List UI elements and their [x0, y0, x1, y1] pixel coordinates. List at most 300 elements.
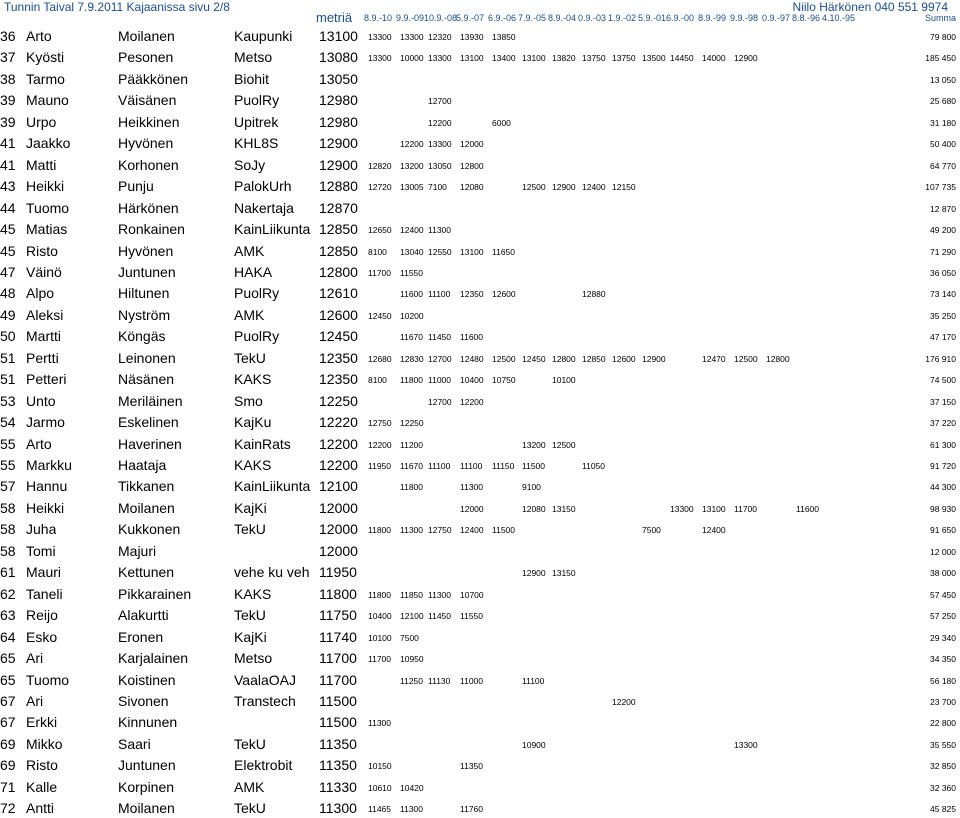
result-cell: 11300 — [368, 718, 392, 729]
first-name-cell: Ari — [26, 650, 44, 667]
points-cell: 12200 — [319, 435, 358, 452]
result-cell: 13850 — [492, 32, 516, 42]
table-row — [0, 584, 960, 604]
table-row — [0, 155, 960, 175]
last-name-cell: Leinonen — [118, 349, 176, 366]
page-header — [0, 0, 960, 26]
table-row — [0, 670, 960, 690]
points-cell: 12800 — [319, 263, 358, 280]
result-cell: 7100 — [428, 182, 447, 193]
result-cell: 13750 — [612, 53, 636, 64]
result-cell: 12550 — [428, 246, 452, 257]
table-row — [0, 26, 960, 46]
first-name-cell: Taneli — [26, 585, 63, 602]
club-cell: KAKS — [234, 585, 272, 602]
result-cell: 12700 — [428, 396, 452, 407]
last-name-cell: Koistinen — [118, 671, 176, 688]
last-name-cell: Ronkainen — [118, 221, 185, 238]
points-cell: 13050 — [319, 70, 358, 87]
result-cell: 13100 — [460, 53, 484, 64]
club-cell: KainRats — [234, 435, 291, 452]
club-cell: PuolRy — [234, 92, 280, 109]
last-name-cell: Härkönen — [118, 199, 179, 216]
rank-cell: 57 — [0, 478, 16, 495]
club-cell: Kaupunki — [234, 28, 293, 44]
result-cell: 11600 — [400, 289, 424, 300]
result-cell: 11800 — [400, 482, 424, 493]
club-cell: AMK — [234, 778, 265, 795]
header-date-col: 8.9.-99 — [698, 13, 727, 23]
table-row — [0, 133, 960, 153]
points-cell: 11500 — [319, 692, 357, 709]
header-date-col: 1.9.-02 — [608, 13, 637, 23]
club-cell: HAKA — [234, 263, 273, 280]
first-name-cell: Tuomo — [26, 671, 70, 688]
result-cell: 12820 — [368, 160, 392, 171]
last-name-cell: Pääkkönen — [118, 70, 189, 87]
club-cell: KajKu — [234, 414, 272, 431]
sum-cell: 31 180 — [930, 117, 956, 128]
result-cell: 12800 — [766, 353, 790, 364]
result-cell: 12200 — [460, 396, 484, 407]
result-cell: 14000 — [702, 53, 726, 64]
table-row — [0, 369, 960, 389]
table-row — [0, 219, 960, 239]
result-cell: 12720 — [368, 182, 392, 193]
result-cell: 12600 — [612, 353, 636, 364]
points-cell: 11500 — [319, 714, 357, 731]
header-date-col: 0.9.-03 — [578, 13, 607, 23]
table-row — [0, 412, 960, 432]
result-cell: 13300 — [670, 503, 694, 514]
first-name-cell: Erkki — [26, 714, 58, 731]
points-cell: 12980 — [319, 92, 358, 109]
points-cell: 12200 — [319, 457, 358, 473]
rank-cell: 53 — [0, 392, 16, 409]
last-name-cell: Moilanen — [118, 800, 175, 817]
first-name-cell: Heikki — [26, 178, 65, 195]
sum-cell: 23 700 — [930, 696, 956, 707]
last-name-cell: Punju — [118, 178, 154, 195]
result-cell: 12900 — [522, 568, 546, 579]
table-row — [0, 176, 960, 196]
last-name-cell: Korpinen — [118, 778, 175, 795]
last-name-cell: Näsänen — [118, 371, 175, 388]
sum-cell: 34 350 — [930, 654, 956, 665]
table-row — [0, 648, 960, 668]
result-cell: 12350 — [460, 289, 484, 300]
result-cell: 12900 — [552, 182, 576, 193]
last-name-cell: Juntunen — [118, 263, 176, 280]
points-cell: 12000 — [319, 499, 358, 516]
club-cell: vehe ku veh — [234, 564, 310, 581]
result-cell: 12600 — [492, 289, 516, 300]
club-cell: Smo — [234, 392, 263, 409]
last-name-cell: Hyvönen — [118, 135, 174, 152]
first-name-cell: Pertti — [26, 349, 59, 366]
result-cell: 11550 — [400, 267, 424, 278]
rank-cell: 72 — [0, 800, 16, 817]
result-cell: 10900 — [522, 739, 546, 750]
result-cell: 12680 — [368, 353, 392, 364]
points-cell: 12850 — [319, 221, 358, 238]
last-name-cell: Hyvönen — [118, 242, 174, 259]
sum-cell: 38 000 — [930, 568, 956, 579]
first-name-cell: Väinö — [26, 263, 62, 280]
first-name-cell: Esko — [26, 628, 58, 645]
table-row — [0, 777, 960, 797]
first-name-cell: Matias — [26, 221, 68, 238]
result-cell: 11800 — [368, 525, 392, 536]
club-cell: PalokUrh — [234, 178, 292, 195]
first-name-cell: Kyösti — [26, 49, 65, 66]
result-cell: 12500 — [552, 439, 576, 450]
club-cell: TekU — [234, 735, 266, 752]
result-cell: 10420 — [400, 782, 424, 793]
rank-cell: 55 — [0, 435, 16, 452]
last-name-cell: Heikkinen — [118, 113, 180, 130]
sum-cell: 50 400 — [930, 139, 956, 150]
last-name-cell: Kinnunen — [118, 714, 178, 731]
club-cell: PuolRy — [234, 285, 280, 302]
club-cell: Metso — [234, 49, 273, 66]
last-name-cell: Meriläinen — [118, 392, 183, 409]
result-cell: 11100 — [428, 289, 451, 300]
sum-cell: 71 290 — [930, 246, 956, 257]
result-cell: 13040 — [400, 246, 424, 257]
sum-cell: 185 450 — [925, 53, 956, 64]
rank-cell: 67 — [0, 714, 16, 731]
first-name-cell: Mauno — [26, 92, 69, 109]
points-cell: 12220 — [319, 414, 358, 431]
rank-cell: 36 — [0, 28, 16, 44]
sum-cell: 74 500 — [930, 375, 956, 386]
club-cell: TekU — [234, 521, 266, 538]
rank-cell: 51 — [0, 349, 16, 366]
header-date-col: 6.9.-06 — [488, 13, 517, 23]
result-cell: 11130 — [428, 675, 451, 686]
header-date-col: 8.9.-10 — [364, 13, 393, 23]
rank-cell: 69 — [0, 735, 16, 752]
table-row — [0, 47, 960, 67]
club-cell: KajKi — [234, 628, 267, 645]
result-cell: 8100 — [368, 375, 387, 386]
points-cell: 13080 — [319, 49, 358, 66]
table-row — [0, 305, 960, 325]
rank-cell: 55 — [0, 457, 16, 473]
table-row — [0, 562, 960, 582]
table-row — [0, 198, 960, 218]
result-cell: 11550 — [460, 611, 484, 622]
result-cell: 12500 — [522, 182, 546, 193]
club-cell: AMK — [234, 306, 265, 323]
first-name-cell: Aleksi — [26, 306, 64, 323]
table-row — [0, 391, 960, 411]
first-name-cell: Martti — [26, 328, 61, 345]
table-row — [0, 734, 960, 754]
first-name-cell: Risto — [26, 242, 58, 259]
first-name-cell: Tomi — [26, 542, 56, 559]
first-name-cell: Reijo — [26, 607, 58, 624]
result-cell: 11450 — [428, 332, 452, 343]
result-cell: 12900 — [642, 353, 666, 364]
points-cell: 12600 — [319, 306, 358, 323]
header-date-col: 4.10.-95 — [822, 13, 856, 23]
table-row — [0, 434, 960, 454]
first-name-cell: Arto — [26, 28, 52, 44]
club-cell: TekU — [234, 800, 266, 817]
club-cell: AMK — [234, 242, 265, 259]
first-name-cell: Mauri — [26, 564, 62, 581]
sum-cell: 12 000 — [930, 546, 956, 557]
table-row — [0, 326, 960, 346]
first-name-cell: Hannu — [26, 478, 68, 495]
result-cell: 13820 — [552, 53, 576, 64]
sum-cell: 61 300 — [930, 439, 956, 450]
header-date-col: 9.9.-09 — [396, 13, 425, 23]
points-cell: 11700 — [319, 671, 357, 688]
sum-cell: 47 170 — [930, 332, 956, 343]
sum-cell: 91 650 — [930, 525, 956, 536]
last-name-cell: Majuri — [118, 542, 157, 559]
result-cell: 12700 — [428, 353, 452, 364]
result-cell: 10400 — [368, 611, 392, 622]
points-cell: 12850 — [319, 242, 358, 259]
header-contact: Niilo Härkönen 040 551 9974 — [792, 0, 948, 14]
table-row — [0, 627, 960, 647]
club-cell: KajKi — [234, 499, 267, 516]
result-cell: 11800 — [368, 589, 392, 600]
first-name-cell: Kalle — [26, 778, 58, 795]
sum-cell: 45 825 — [930, 804, 956, 815]
table-row — [0, 476, 960, 496]
result-cell: 11850 — [400, 589, 424, 600]
first-name-cell: Arto — [26, 435, 52, 452]
result-cell: 12850 — [582, 353, 606, 364]
rank-cell: 69 — [0, 757, 16, 774]
last-name-cell: Pesonen — [118, 49, 174, 66]
sum-cell: 36 050 — [930, 267, 956, 278]
points-cell: 12350 — [319, 371, 358, 388]
result-cell: 11465 — [368, 804, 392, 815]
result-cell: 12450 — [522, 353, 546, 364]
rank-cell: 67 — [0, 692, 16, 709]
last-name-cell: Eskelinen — [118, 414, 179, 431]
result-cell: 12320 — [428, 32, 452, 42]
first-name-cell: Juha — [26, 521, 57, 538]
result-cell: 13100 — [460, 246, 484, 257]
result-cell: 11670 — [400, 332, 424, 343]
sum-cell: 91 720 — [930, 461, 956, 471]
result-cell: 12400 — [460, 525, 484, 536]
result-cell: 12500 — [492, 353, 516, 364]
points-cell: 11950 — [319, 564, 357, 581]
first-name-cell: Jaakko — [26, 135, 71, 152]
rank-cell: 39 — [0, 92, 16, 109]
result-cell: 10950 — [400, 654, 424, 665]
last-name-cell: Sivonen — [118, 692, 169, 709]
result-cell: 10610 — [368, 782, 392, 793]
points-cell: 12000 — [319, 521, 358, 538]
points-cell: 11700 — [319, 650, 357, 667]
last-name-cell: Hiltunen — [118, 285, 170, 302]
result-cell: 11000 — [460, 675, 484, 686]
result-cell: 11250 — [400, 675, 424, 686]
first-name-cell: Heikki — [26, 499, 65, 516]
points-cell: 12900 — [319, 156, 358, 173]
club-cell: KHL8S — [234, 135, 279, 152]
result-cell: 12200 — [612, 696, 636, 707]
table-row — [0, 605, 960, 625]
table-row — [0, 798, 960, 818]
rank-cell: 48 — [0, 285, 16, 302]
last-name-cell: Korhonen — [118, 156, 179, 173]
first-name-cell: Urpo — [26, 113, 57, 130]
header-date-col: 6.9.-00 — [666, 13, 695, 23]
rank-cell: 58 — [0, 521, 16, 538]
rank-cell: 62 — [0, 585, 16, 602]
result-cell: 12080 — [460, 182, 484, 193]
points-cell: 11750 — [319, 607, 357, 624]
rank-cell: 45 — [0, 221, 16, 238]
rank-cell: 41 — [0, 156, 16, 173]
points-cell: 12900 — [319, 135, 358, 152]
header-summa: Summa — [924, 13, 956, 23]
result-cell: 11700 — [368, 267, 392, 278]
first-name-cell: Risto — [26, 757, 58, 774]
result-cell: 13200 — [522, 439, 546, 450]
club-cell: KAKS — [234, 457, 272, 473]
club-cell: Nakertaja — [234, 199, 294, 216]
result-cell: 11150 — [492, 461, 515, 471]
header-title: Tunnin Taival 7.9.2011 Kajaanissa sivu 2/8 — [4, 0, 230, 14]
sum-cell: 25 680 — [930, 96, 956, 107]
result-cell: 11100 — [460, 461, 483, 471]
result-cell: 13100 — [522, 53, 546, 64]
points-cell: 11300 — [319, 800, 357, 817]
last-name-cell: Köngäs — [118, 328, 166, 345]
table-row — [0, 283, 960, 303]
first-name-cell: Mikko — [26, 735, 63, 752]
points-cell: 12100 — [319, 478, 358, 495]
points-cell: 12000 — [319, 542, 358, 559]
table-row — [0, 262, 960, 282]
club-cell: Metso — [234, 650, 273, 667]
first-name-cell: Matti — [26, 156, 57, 173]
result-cell: 13300 — [368, 53, 392, 64]
result-cell: 12450 — [368, 310, 392, 321]
result-cell: 13300 — [368, 32, 392, 42]
result-cell: 13050 — [428, 160, 452, 171]
club-cell: KAKS — [234, 371, 272, 388]
result-cell: 10200 — [400, 310, 424, 321]
result-cell: 11450 — [428, 611, 452, 622]
sum-cell: 13 050 — [930, 74, 956, 85]
rank-cell: 45 — [0, 242, 16, 259]
sum-cell: 32 850 — [930, 761, 956, 772]
result-cell: 11500 — [522, 461, 546, 471]
result-cell: 13150 — [552, 568, 576, 579]
sum-cell: 56 180 — [930, 675, 956, 686]
rank-cell: 51 — [0, 371, 16, 388]
result-cell: 12100 — [400, 611, 424, 622]
result-cell: 12700 — [428, 96, 452, 107]
last-name-cell: Saari — [118, 735, 151, 752]
result-cell: 14450 — [670, 53, 694, 64]
points-cell: 12980 — [319, 113, 358, 130]
result-cell: 13930 — [460, 32, 484, 42]
last-name-cell: Nyström — [118, 306, 171, 323]
result-cell: 11100 — [428, 461, 451, 471]
result-cell: 12000 — [460, 503, 484, 514]
result-cell: 13005 — [400, 182, 424, 193]
result-cell: 8100 — [368, 246, 387, 257]
result-cell: 11300 — [428, 589, 452, 600]
table-row — [0, 712, 960, 732]
result-cell: 11670 — [400, 461, 424, 471]
result-cell: 13400 — [492, 53, 516, 64]
result-cell: 10000 — [400, 53, 424, 64]
last-name-cell: Pikkarainen — [118, 585, 192, 602]
last-name-cell: Moilanen — [118, 28, 175, 44]
points-cell: 12610 — [319, 285, 358, 302]
rank-cell: 65 — [0, 671, 16, 688]
sum-cell: 29 340 — [930, 632, 956, 643]
result-cell: 11100 — [522, 675, 545, 686]
club-cell: KainLiikunta — [234, 478, 311, 495]
points-cell: 11350 — [319, 735, 357, 752]
first-name-cell: Tarmo — [26, 70, 65, 87]
club-cell: KainLiikunta — [234, 221, 311, 238]
result-cell: 12750 — [368, 418, 392, 429]
points-cell: 11800 — [319, 585, 357, 602]
result-cell: 12200 — [428, 117, 452, 128]
result-cell: 12500 — [734, 353, 758, 364]
header-date-col: 10.9.-08 — [424, 13, 458, 23]
sum-cell: 57 250 — [930, 611, 956, 622]
result-cell: 12150 — [612, 182, 636, 193]
points-cell: 12450 — [319, 328, 358, 345]
rank-cell: 38 — [0, 70, 16, 87]
result-cell: 7500 — [642, 525, 661, 536]
table-row — [0, 519, 960, 539]
result-cell: 12080 — [522, 503, 546, 514]
sum-cell: 49 200 — [930, 225, 956, 236]
sum-cell: 79 800 — [930, 32, 956, 42]
sum-cell: 176 910 — [925, 353, 956, 364]
result-cell: 11950 — [368, 461, 392, 471]
points-cell: 12250 — [319, 392, 358, 409]
first-name-cell: Alpo — [26, 285, 55, 302]
table-row — [0, 112, 960, 132]
header-date-col: 8.8.-96 — [792, 13, 821, 23]
result-cell: 10400 — [460, 375, 484, 386]
result-cell: 12400 — [400, 225, 424, 236]
result-cell: 11800 — [400, 375, 424, 386]
result-cell: 10700 — [460, 589, 484, 600]
sum-cell: 37 150 — [930, 396, 956, 407]
points-cell: 11740 — [319, 628, 357, 645]
last-name-cell: Väisänen — [118, 92, 177, 109]
last-name-cell: Moilanen — [118, 499, 175, 516]
sum-cell: 12 870 — [930, 203, 956, 214]
club-cell: Elektrobit — [234, 757, 293, 774]
first-name-cell: Unto — [26, 392, 56, 409]
result-cell: 12830 — [400, 353, 424, 364]
rank-cell: 54 — [0, 414, 16, 431]
header-metria: metriä — [316, 10, 353, 25]
table-row — [0, 541, 960, 561]
